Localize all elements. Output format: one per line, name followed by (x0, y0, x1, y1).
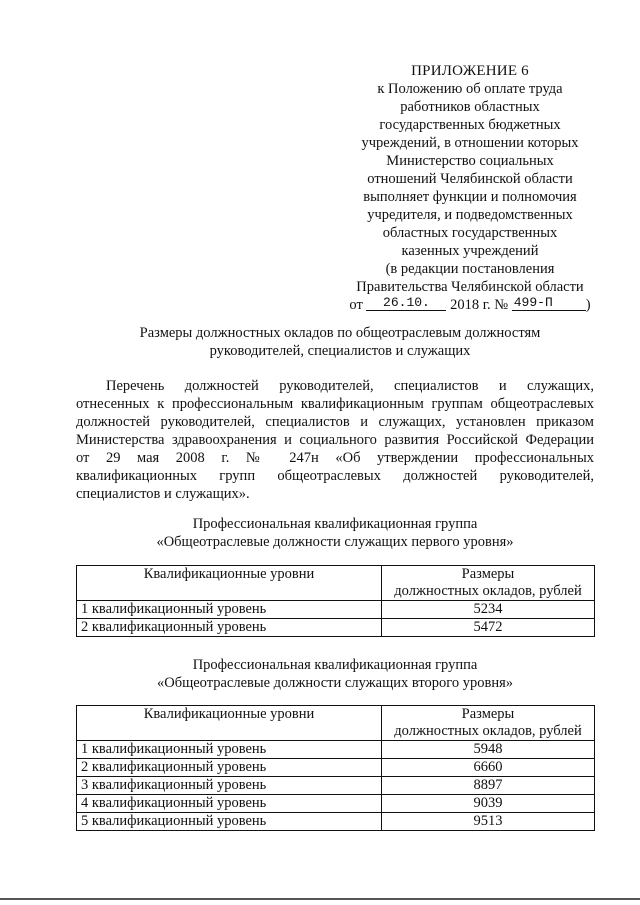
level-cell: 2 квалификационный уровень (77, 759, 382, 777)
table-row (77, 813, 595, 831)
header-sizes-line: должностных окладов, рублей (394, 723, 582, 739)
paragraph-line: специалистов и служащих». (76, 486, 250, 502)
appendix-line: областных государственных (382, 225, 558, 241)
level-cell: 3 квалификационный уровень (77, 777, 382, 795)
appendix-line: (в редакции постановления (385, 261, 555, 277)
appendix-line: учреждений, в отношении которых (361, 135, 579, 151)
table-header-row (77, 566, 595, 601)
page-bottom-rule (0, 898, 640, 900)
date-field: 26.10. (366, 295, 446, 311)
year-text: 2018 г. № (450, 297, 509, 313)
table-row (77, 619, 595, 637)
appendix-title: ПРИЛОЖЕНИЕ 6 (411, 63, 529, 79)
level-cell: 5 квалификационный уровень (77, 813, 382, 831)
appendix-block (345, 62, 595, 314)
number-field: 499-П (512, 295, 586, 311)
date-prefix: от (349, 297, 363, 313)
level-cell: 1 квалификационный уровень (77, 601, 382, 619)
paragraph-line: должностей руководителей, специалистов и служащих, установлен приказом (76, 414, 594, 430)
header-sizes-line: должностных окладов, рублей (394, 583, 582, 599)
paragraph-line: квалификационных групп общеотраслевых должностей руководителей, (76, 468, 594, 484)
salary-cell: 8897 (382, 777, 595, 795)
appendix-date-line (345, 296, 595, 314)
close-paren: ) (585, 297, 591, 313)
group1-title (76, 515, 594, 551)
group1-salary-table (76, 565, 595, 637)
table-row (77, 777, 595, 795)
appendix-line: работников областных (400, 99, 540, 115)
appendix-line: Правительства Челябинской области (356, 279, 584, 295)
salary-cell: 9513 (382, 813, 595, 831)
appendix-line: государственных бюджетных (379, 117, 561, 133)
salary-cell: 5234 (382, 601, 595, 619)
appendix-line: отношений Челябинской области (367, 171, 573, 187)
heading-line: Размеры должностных окладов по общеотраслевым должностям (139, 325, 541, 341)
level-cell: 2 квалификационный уровень (77, 619, 382, 637)
group-title-line: «Общеотраслевые должности служащих второго уровня» (156, 675, 514, 691)
salary-cell: 5472 (382, 619, 595, 637)
salary-cell: 6660 (382, 759, 595, 777)
table-row (77, 601, 595, 619)
group-title-line: «Общеотраслевые должности служащих первого уровня» (156, 534, 514, 550)
header-sizes-line: Размеры (461, 706, 515, 722)
paragraph-line: Перечень должностей руководителей, специалистов и служащих, (106, 378, 594, 394)
header-levels: Квалификационные уровни (77, 706, 382, 741)
header-sizes (382, 706, 595, 741)
intro-paragraph (76, 377, 594, 503)
salary-cell: 5948 (382, 741, 595, 759)
level-cell: 1 квалификационный уровень (77, 741, 382, 759)
header-sizes-line: Размеры (461, 566, 515, 582)
paragraph-line: Министерства здравоохранения и социального развития Российской Федерации (76, 432, 594, 448)
salary-cell: 9039 (382, 795, 595, 813)
group-title-line: Профессиональная квалификационная группа (192, 657, 478, 673)
appendix-line: казенных учреждений (401, 243, 539, 259)
header-levels: Квалификационные уровни (77, 566, 382, 601)
paragraph-line: отнесенных к профессиональным квалификационным группам общеотраслевых (76, 396, 594, 412)
table-row (77, 741, 595, 759)
appendix-line: Министерство социальных (386, 153, 554, 169)
section-heading (90, 324, 590, 360)
level-cell: 4 квалификационный уровень (77, 795, 382, 813)
table-row (77, 795, 595, 813)
group2-salary-table (76, 705, 595, 831)
group-title-line: Профессиональная квалификационная группа (192, 516, 478, 532)
paragraph-line: от 29 мая 2008 г. № 247н «Об утверждении профессиональных (76, 450, 594, 466)
appendix-line: к Положению об оплате труда (377, 81, 563, 97)
appendix-line: выполняет функции и полномочия (363, 189, 577, 205)
table-header-row (77, 706, 595, 741)
table-row (77, 759, 595, 777)
group2-title (76, 656, 594, 692)
appendix-line: учредителя, и подведомственных (367, 207, 573, 223)
heading-line: руководителей, специалистов и служащих (209, 343, 471, 359)
header-sizes (382, 566, 595, 601)
